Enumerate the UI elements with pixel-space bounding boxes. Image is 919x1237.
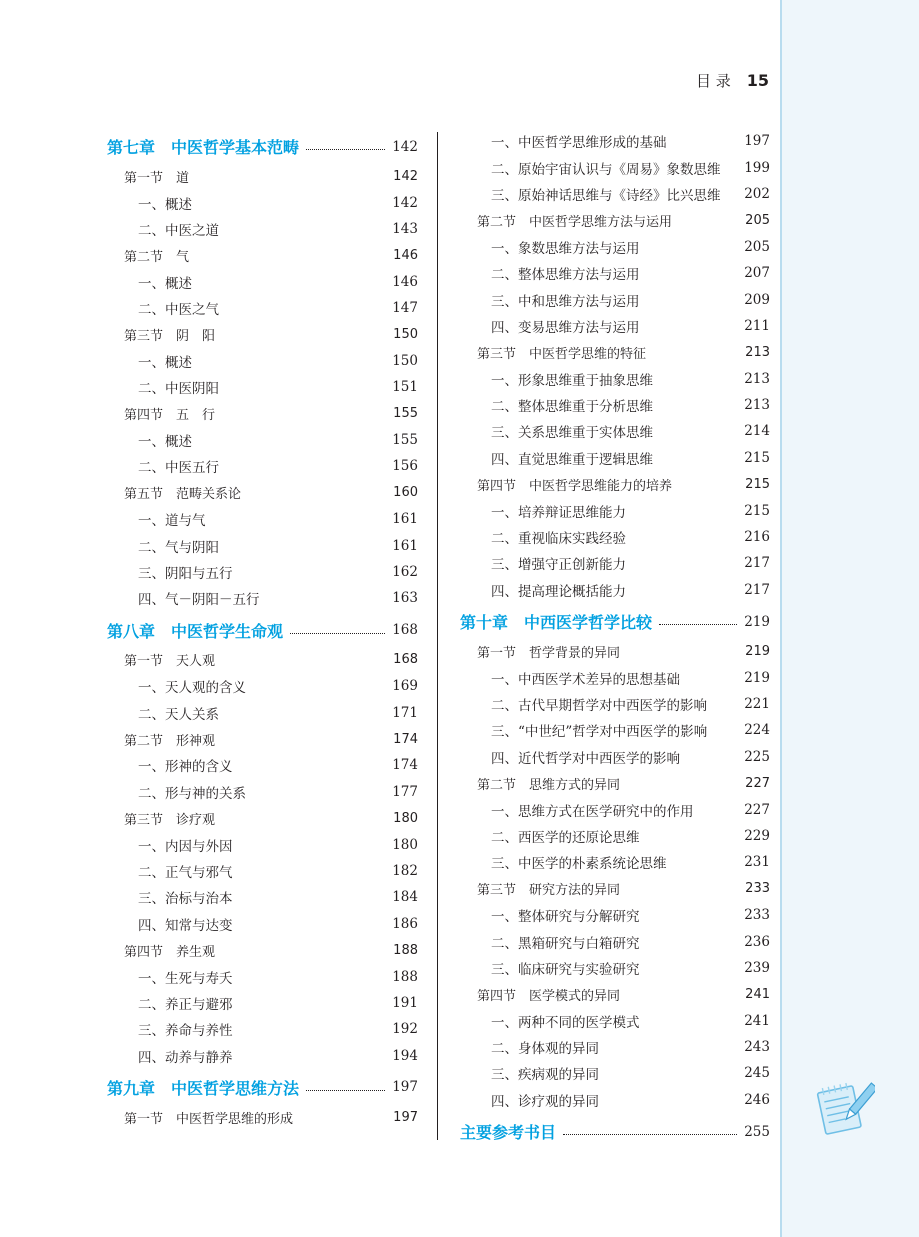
toc-entry-title: 第二节 气: [124, 249, 190, 265]
toc-section-entry[interactable]: [107, 647, 418, 673]
toc-item-entry[interactable]: [460, 181, 770, 207]
toc-entry-page: 241: [744, 1012, 770, 1029]
toc-entry-title: 二、重视临床实践经验: [491, 531, 626, 548]
toc-item-entry[interactable]: [460, 154, 770, 180]
toc-chapter-entry[interactable]: [107, 128, 418, 163]
toc-item-entry[interactable]: [107, 911, 418, 937]
dot-leader: [659, 624, 737, 625]
toc-item-entry[interactable]: [460, 902, 770, 928]
toc-entry-page: 146: [392, 273, 418, 290]
toc-entry-page: 161: [392, 537, 418, 554]
toc-entry-title: 一、形象思维重于抽象思维: [491, 372, 653, 389]
toc-entry-title: 一、象数思维方法与运用: [491, 240, 640, 257]
toc-entry-page: 174: [393, 731, 418, 747]
toc-entry-page: 155: [392, 432, 418, 449]
toc-entry-title: 第三节 阴 阳: [124, 329, 216, 345]
toc-section-entry[interactable]: [460, 981, 770, 1007]
toc-entry-page: 211: [744, 317, 770, 334]
toc-entry-title: 第三节 研究方法的异同: [477, 883, 621, 899]
toc-item-entry[interactable]: [460, 744, 770, 770]
toc-entry-page: 209: [744, 291, 770, 308]
toc-entry-title: 二、正气与邪气: [138, 864, 233, 881]
toc-entry-page: 197: [392, 1079, 418, 1096]
toc-section-entry[interactable]: [107, 401, 418, 427]
toc-section-entry[interactable]: [107, 1104, 418, 1130]
toc-entry-title: 一、生死与寿夭: [138, 970, 233, 987]
toc-entry-title: 三、原始神话思维与《诗经》比兴思维: [491, 187, 721, 204]
toc-entry-title: 一、概述: [138, 434, 192, 451]
toc-entry-page: 224: [744, 722, 770, 739]
toc-entry-title: 第三节 诊疗观: [124, 812, 216, 828]
toc-entry-page: 142: [392, 194, 418, 211]
toc-entry-title: 四、气－阴阳－五行: [138, 592, 260, 609]
toc-entry-page: 225: [744, 748, 770, 765]
toc-item-entry[interactable]: [460, 955, 770, 981]
toc-item-entry[interactable]: [107, 348, 418, 374]
toc-item-entry[interactable]: [460, 418, 770, 444]
toc-item-entry[interactable]: [460, 664, 770, 690]
toc-entry-page: 205: [744, 238, 770, 255]
toc-entry-page: 192: [392, 1021, 418, 1038]
toc-item-entry[interactable]: [107, 453, 418, 479]
running-header: [696, 70, 769, 91]
toc-entry-title: 三、疾病观的异同: [491, 1067, 599, 1084]
toc-entry-title: 四、知常与达变: [138, 917, 233, 934]
toc-entry-title: 第三节 中医哲学思维的特征: [477, 346, 647, 362]
toc-item-entry[interactable]: [460, 234, 770, 260]
toc-entry-page: 215: [744, 449, 770, 466]
toc-entry-page: 217: [744, 555, 770, 572]
toc-entry-title: 第四节 养生观: [124, 944, 216, 960]
toc-entry-page: 146: [393, 247, 418, 263]
toc-item-entry[interactable]: [107, 559, 418, 585]
toc-item-entry[interactable]: [107, 858, 418, 884]
toc-item-entry[interactable]: [107, 990, 418, 1016]
toc-item-entry[interactable]: [460, 313, 770, 339]
toc-item-entry[interactable]: [107, 699, 418, 725]
toc-chapter-entry[interactable]: [107, 612, 418, 647]
toc-entry-page: 233: [745, 881, 770, 897]
toc-entry-title: 第二节 中医哲学思维方法与运用: [477, 214, 673, 230]
toc-entry-title: 三、中医学的朴素系统论思维: [491, 856, 667, 873]
toc-entry-page: 233: [744, 907, 770, 924]
toc-entry-title: 一、两种不同的医学模式: [491, 1014, 640, 1031]
toc-entry-title: 三、治标与治本: [138, 891, 233, 908]
toc-entry-page: 243: [744, 1039, 770, 1056]
toc-section-entry[interactable]: [460, 876, 770, 902]
toc-entry-page: 213: [745, 344, 770, 360]
toc-entry-page: 239: [744, 959, 770, 976]
toc-entry-title: 二、黑箱研究与白箱研究: [491, 935, 640, 952]
toc-entry-page: 229: [744, 827, 770, 844]
toc-entry-title: 第一节 哲学背景的异同: [477, 645, 621, 661]
toc-item-entry[interactable]: [107, 216, 418, 242]
toc-entry-title: 第四节 医学模式的异同: [477, 988, 621, 1004]
toc-entry-title: 一、概述: [138, 196, 192, 213]
toc-entry-page: 245: [744, 1065, 770, 1082]
toc-entry-title: 四、近代哲学对中西医学的影响: [491, 750, 680, 767]
toc-entry-title: 二、整体思维重于分析思维: [491, 399, 653, 416]
toc-entry-title: 二、中医五行: [138, 460, 219, 477]
toc-entry-title: 主要参考书目: [460, 1123, 557, 1143]
toc-section-entry[interactable]: [107, 805, 418, 831]
toc-item-entry[interactable]: [107, 532, 418, 558]
notepad-pencil-icon: [813, 1078, 875, 1138]
toc-entry-title: 四、变易思维方法与运用: [491, 319, 640, 336]
toc-entry-page: 188: [393, 942, 418, 958]
toc-entry-title: 四、诊疗观的异同: [491, 1093, 599, 1110]
toc-entry-page: 236: [744, 933, 770, 950]
toc-entry-title: 第二节 思维方式的异同: [477, 777, 621, 793]
toc-item-entry[interactable]: [460, 286, 770, 312]
toc-entry-page: 194: [392, 1047, 418, 1064]
toc-entry-page: 186: [392, 915, 418, 932]
toc-entry-title: 四、直觉思维重于逻辑思维: [491, 451, 653, 468]
toc-entry-title: 第九章 中医哲学思维方法: [107, 1078, 300, 1098]
page-edge-line: [780, 0, 782, 1237]
toc-entry-page: 168: [393, 652, 418, 668]
toc-entry-page: 184: [392, 889, 418, 906]
toc-entry-page: 142: [392, 138, 418, 155]
toc-entry-page: 213: [744, 397, 770, 414]
toc-entry-title: 二、身体观的异同: [491, 1041, 599, 1058]
toc-entry-page: 163: [392, 590, 418, 607]
toc-item-entry[interactable]: [107, 427, 418, 453]
toc-entry-title: 一、培养辩证思维能力: [491, 504, 626, 521]
toc-entry-title: 三、关系思维重于实体思维: [491, 425, 653, 442]
toc-entry-title: 第一节 道: [124, 170, 190, 186]
toc-entry-page: 255: [744, 1123, 770, 1140]
toc-item-entry[interactable]: [107, 1043, 418, 1069]
toc-entry-title: 一、概述: [138, 275, 192, 292]
toc-chapter-entry[interactable]: [460, 1113, 770, 1148]
toc-entry-page: 161: [392, 511, 418, 528]
toc-item-entry[interactable]: [460, 497, 770, 523]
toc-item-entry[interactable]: [460, 445, 770, 471]
dot-leader: [290, 633, 385, 634]
toc-item-entry[interactable]: [460, 796, 770, 822]
toc-entry-page: 162: [392, 564, 418, 581]
toc-entry-page: 147: [392, 300, 418, 317]
toc-item-entry[interactable]: [460, 1034, 770, 1060]
toc-entry-title: 二、养正与避邪: [138, 996, 233, 1013]
toc-section-entry[interactable]: [107, 480, 418, 506]
toc-entry-title: 三、阴阳与五行: [138, 566, 233, 583]
header-page-number: 15: [746, 71, 769, 90]
toc-entry-title: 二、古代早期哲学对中西医学的影响: [491, 698, 707, 714]
toc-item-entry[interactable]: [107, 585, 418, 611]
toc-entry-title: 三、中和思维方法与运用: [491, 293, 640, 310]
toc-entry-page: 219: [744, 613, 770, 630]
toc-section-entry[interactable]: [107, 937, 418, 963]
toc-section-entry[interactable]: [460, 638, 770, 664]
toc-entry-title: 三、临床研究与实验研究: [491, 961, 640, 978]
toc-entry-title: 一、道与气: [138, 513, 206, 530]
toc-entry-title: 一、形神的含义: [138, 759, 233, 776]
toc-section-entry[interactable]: [107, 163, 418, 189]
toc-entry-title: 二、整体思维方法与运用: [491, 267, 640, 284]
toc-entry-title: 一、思维方式在医学研究中的作用: [491, 803, 694, 820]
toc-entry-page: 197: [744, 133, 770, 150]
toc-entry-title: 第四节 中医哲学思维能力的培养: [477, 478, 673, 494]
toc-entry-page: 199: [744, 159, 770, 176]
toc-entry-page: 219: [744, 669, 770, 686]
toc-entry-title: 一、整体研究与分解研究: [491, 909, 640, 926]
toc-section-entry[interactable]: [460, 471, 770, 497]
toc-entry-page: 182: [392, 862, 418, 879]
toc-entry-page: 231: [744, 854, 770, 871]
toc-item-entry[interactable]: [107, 506, 418, 532]
toc-entry-page: 180: [392, 836, 418, 853]
toc-section-entry[interactable]: [460, 770, 770, 796]
toc-entry-title: 二、形与神的关系: [138, 785, 246, 802]
toc-entry-page: 171: [392, 704, 418, 721]
toc-entry-page: 156: [392, 458, 418, 475]
toc-item-entry[interactable]: [460, 366, 770, 392]
toc-entry-title: 三、增强守正创新能力: [491, 557, 626, 574]
toc-entry-title: 一、中医哲学思维形成的基础: [491, 135, 667, 152]
toc-entry-page: 197: [393, 1109, 418, 1125]
dot-leader: [563, 1134, 737, 1135]
toc-item-entry[interactable]: [107, 1016, 418, 1042]
toc-entry-page: 213: [744, 370, 770, 387]
toc-entry-title: 一、中西医学术差异的思想基础: [491, 671, 680, 688]
toc-entry-page: 174: [392, 757, 418, 774]
toc-entry-page: 227: [744, 801, 770, 818]
toc-item-entry[interactable]: [460, 524, 770, 550]
toc-entry-title: 一、概述: [138, 354, 192, 371]
toc-entry-title: 第五节 范畴关系论: [124, 487, 242, 503]
toc-entry-page: 188: [392, 968, 418, 985]
toc-entry-page: 207: [744, 265, 770, 282]
toc-item-entry[interactable]: [460, 717, 770, 743]
page-edge-band: [781, 0, 919, 1237]
toc-section-entry[interactable]: [107, 242, 418, 268]
toc-section-entry[interactable]: [107, 321, 418, 347]
toc-left-column: [107, 128, 418, 1130]
toc-entry-page: 205: [745, 212, 770, 228]
toc-entry-page: 168: [392, 622, 418, 639]
toc-entry-page: 241: [745, 986, 770, 1002]
toc-item-entry[interactable]: [460, 823, 770, 849]
toc-section-entry[interactable]: [460, 207, 770, 233]
toc-entry-title: 三、养命与养性: [138, 1023, 233, 1040]
toc-entry-page: 219: [745, 643, 770, 659]
toc-item-entry[interactable]: [107, 269, 418, 295]
toc-entry-page: 150: [393, 327, 418, 343]
toc-entry-page: 215: [745, 476, 770, 492]
toc-entry-title: 二、气与阴阳: [138, 539, 219, 556]
toc-entry-page: 216: [744, 529, 770, 546]
toc-chapter-entry[interactable]: [107, 1069, 418, 1104]
toc-entry-page: 227: [745, 775, 770, 791]
header-title: 目 录: [695, 72, 731, 90]
toc-item-entry[interactable]: [460, 1060, 770, 1086]
toc-item-entry[interactable]: [460, 928, 770, 954]
toc-item-entry[interactable]: [107, 884, 418, 910]
toc-section-entry[interactable]: [107, 726, 418, 752]
toc-item-entry[interactable]: [107, 779, 418, 805]
toc-entry-title: 二、西医学的还原论思维: [491, 829, 640, 846]
toc-item-entry[interactable]: [107, 189, 418, 215]
toc-item-entry[interactable]: [460, 849, 770, 875]
dot-leader: [306, 149, 385, 150]
toc-entry-title: 第四节 五 行: [124, 408, 216, 424]
toc-entry-title: 一、天人观的含义: [138, 680, 246, 697]
toc-entry-page: 202: [744, 185, 770, 202]
toc-entry-title: 第一节 中医哲学思维的形成: [124, 1111, 294, 1127]
toc-item-entry[interactable]: [107, 374, 418, 400]
column-divider: [437, 132, 438, 1140]
toc-entry-title: 三、“中世纪”哲学对中西医学的影响: [491, 724, 708, 741]
toc-right-column: [460, 128, 770, 1148]
toc-item-entry[interactable]: [460, 128, 770, 154]
toc-item-entry[interactable]: [107, 752, 418, 778]
toc-item-entry[interactable]: [460, 577, 770, 603]
toc-entry-title: 第七章 中医哲学基本范畴: [107, 138, 300, 157]
toc-entry-title: 第二节 形神观: [124, 733, 216, 749]
toc-entry-title: 一、内因与外因: [138, 838, 233, 855]
toc-entry-page: 160: [393, 485, 418, 501]
toc-entry-page: 142: [393, 168, 418, 184]
toc-chapter-entry[interactable]: [460, 603, 770, 638]
toc-entry-title: 四、动养与静养: [138, 1049, 233, 1066]
toc-entry-page: 155: [393, 406, 418, 422]
toc-entry-title: 二、中医阴阳: [138, 381, 219, 398]
toc-item-entry[interactable]: [460, 1087, 770, 1113]
toc-entry-title: 二、中医之气: [138, 302, 219, 319]
toc-entry-page: 151: [392, 379, 418, 396]
toc-entry-page: 180: [393, 810, 418, 826]
toc-item-entry[interactable]: [107, 963, 418, 989]
toc-item-entry[interactable]: [107, 673, 418, 699]
toc-item-entry[interactable]: [460, 1008, 770, 1034]
toc-entry-page: 143: [392, 220, 418, 237]
toc-item-entry[interactable]: [460, 260, 770, 286]
toc-entry-page: 177: [392, 783, 418, 800]
toc-entry-title: 四、提高理论概括能力: [491, 583, 626, 600]
toc-entry-title: 二、中医之道: [138, 222, 219, 239]
toc-item-entry[interactable]: [107, 831, 418, 857]
toc-entry-title: 第十章 中西医学哲学比较: [460, 613, 653, 633]
toc-entry-page: 246: [744, 1091, 770, 1108]
dot-leader: [306, 1090, 385, 1091]
toc-entry-page: 214: [744, 423, 770, 440]
toc-entry-page: 150: [392, 352, 418, 369]
toc-item-entry[interactable]: [460, 691, 770, 717]
toc-entry-title: 二、天人关系: [138, 706, 219, 723]
toc-entry-title: 第八章 中医哲学生命观: [107, 621, 284, 641]
toc-entry-page: 169: [392, 678, 418, 695]
toc-entry-page: 217: [744, 581, 770, 598]
toc-entry-page: 215: [744, 502, 770, 519]
toc-entry-title: 二、原始宇宙认识与《周易》象数思维: [491, 161, 721, 178]
toc-item-entry[interactable]: [460, 550, 770, 576]
toc-section-entry[interactable]: [460, 339, 770, 365]
toc-item-entry[interactable]: [460, 392, 770, 418]
toc-item-entry[interactable]: [107, 295, 418, 321]
toc-entry-page: 221: [744, 696, 770, 712]
toc-entry-page: 191: [392, 994, 418, 1011]
toc-entry-title: 第一节 天人观: [124, 654, 216, 670]
